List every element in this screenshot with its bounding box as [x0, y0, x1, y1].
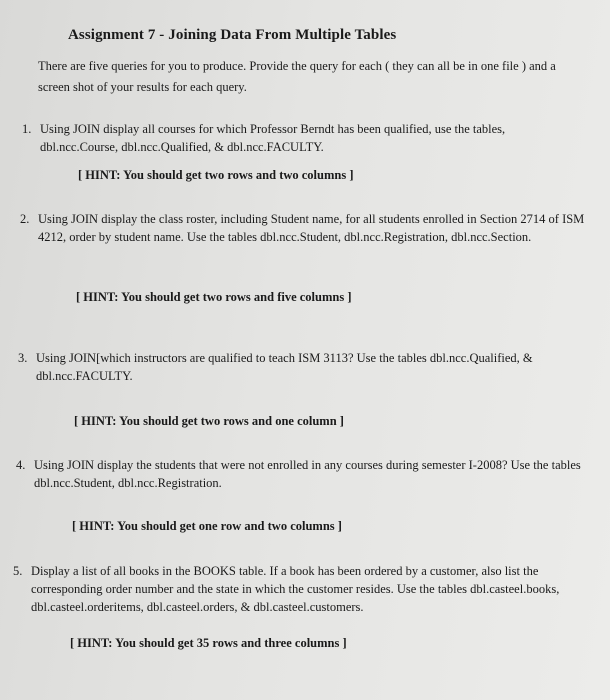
question-number: 5.: [13, 564, 23, 578]
question-3-hint: [ HINT: You should get two rows and one column ]: [74, 414, 344, 428]
question-text: Using JOIN display the students that were not enrolled in any courses during semester I-2008? Use the tables dbl.ncc.Student, dbl.ncc.Registration.: [34, 458, 581, 490]
question-text: Using JOIN display the class roster, including Student name, for all students enrolled in Section 2714 of ISM 4212, order by student name. Use the tables dbl.ncc.Student, dbl.ncc.Registration, dbl.ncc.Section.: [38, 212, 585, 244]
question-text: Using JOIN[which instructors are qualified to teach ISM 3113? Use the tables dbl.ncc.Qualified, & dbl.ncc.FACULTY.: [36, 351, 533, 383]
question-text: Display a list of all books in the BOOKS table. If a book has been ordered by a customer, also list the corresponding order number and the state in which the customer resides. Use the tables dbl.casteel.books, dbl.casteel.orderitems, dbl.casteel.orders, & dbl.casteel.customers.: [31, 564, 560, 614]
question-1-hint: [ HINT: You should get two rows and two columns ]: [78, 168, 354, 182]
question-2-hint: [ HINT: You should get two rows and five columns ]: [76, 290, 352, 304]
assignment-title: Assignment 7 - Joining Data From Multiple Tables: [68, 27, 397, 43]
assignment-intro: There are five queries for you to produce. Provide the query for each ( they can all be in one file ) and a screen shot of your results for each query.: [38, 59, 556, 94]
question-4-hint: [ HINT: You should get one row and two columns ]: [72, 519, 342, 533]
question-number: 1.: [22, 122, 32, 136]
question-text: Using JOIN display all courses for which Professor Berndt has been qualified, use the tables, dbl.ncc.Course, dbl.ncc.Qualified, & dbl.ncc.FACULTY.: [40, 122, 506, 154]
question-5-hint: [ HINT: You should get 35 rows and three columns ]: [70, 636, 347, 650]
question-number: 4.: [16, 458, 26, 472]
question-number: 2.: [20, 212, 30, 226]
question-number: 3.: [18, 351, 28, 365]
